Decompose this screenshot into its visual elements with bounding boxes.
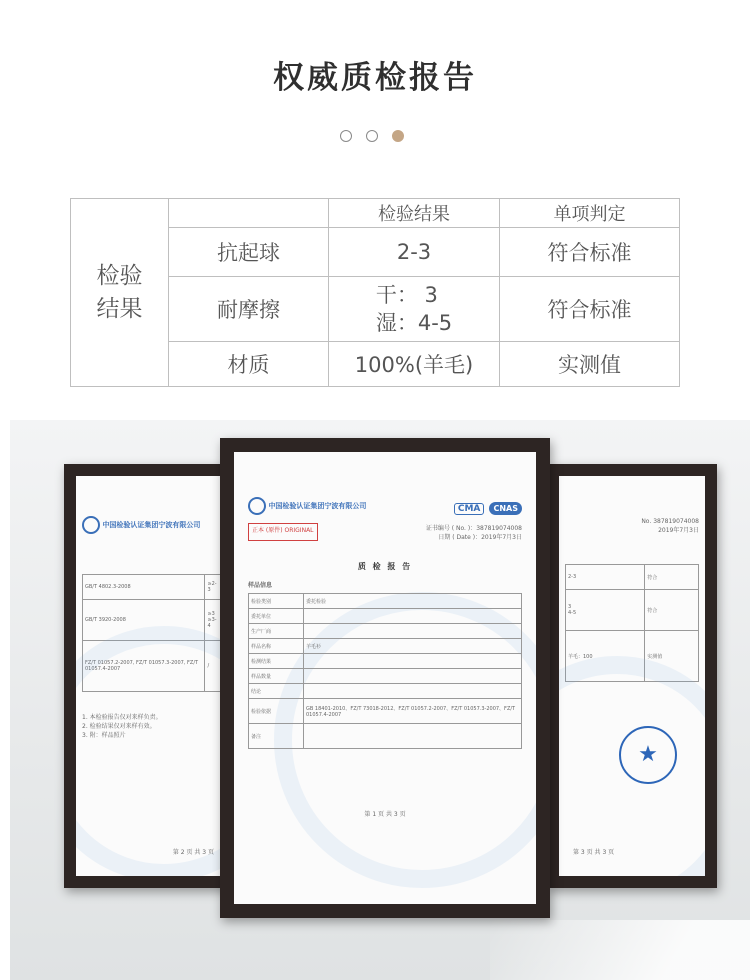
left-page-no: 第 2 页 共 3 页 <box>172 849 214 856</box>
report-title: 质 检 报 告 <box>357 562 413 571</box>
report-field: 结论 <box>249 684 304 699</box>
cic-logo-icon <box>248 497 266 515</box>
center-certificate <box>234 452 536 904</box>
original-stamp: 正本 (原件) ORIGINAL <box>248 523 318 541</box>
left-mini-table: GB/T 4802.3-2008 ≥2-3 GB/T 3920-2008 ≥3 ≥3-4 FZ/T 01057.2-2007, FZ/T 01057.3-2007, FZ/T 01057.4-2007 / <box>82 574 222 692</box>
center-certificate-frame <box>220 438 550 918</box>
item-cell: 抗起球 <box>169 228 329 277</box>
left-std: FZ/T 01057.2-2007, FZ/T 01057.3-2007, FZ/T 01057.4-2007 <box>83 641 205 692</box>
right-page-no: 第 3 页 共 3 页 <box>573 849 615 856</box>
item-cell: 耐摩擦 <box>169 277 329 342</box>
report-date: 2019年7月3日 <box>481 534 522 541</box>
right-certificate-frame <box>547 464 717 888</box>
report-no: 387819074008 <box>476 525 522 532</box>
right-mini-table: 2-3 符合 3 4-5 符合 羊毛：100 实测值 <box>565 564 699 682</box>
left-std: GB/T 3920-2008 <box>83 600 205 641</box>
right-report-no: 387819074008 <box>653 518 699 525</box>
center-org-name: 中国检验认证集团宁波有限公司 <box>268 501 367 510</box>
report-field: 检验类别 <box>249 594 304 609</box>
cic-logo-icon <box>82 516 100 534</box>
report-field: 样品名称 <box>249 639 304 654</box>
report-field: 生产厂商 <box>249 624 304 639</box>
result-cell <box>329 277 500 342</box>
left-org-name: 中国检验认证集团宁波有限公司 <box>102 521 201 529</box>
judgement-cell: 符合标准 <box>500 277 680 342</box>
row-header-line: 结果 <box>96 295 143 322</box>
item-cell: 材质 <box>169 342 329 387</box>
column-header: 检验结果 <box>329 199 500 228</box>
result-cell: 2-3 <box>329 228 500 277</box>
column-header: 单项判定 <box>500 199 680 228</box>
left-certificate-frame <box>64 464 240 888</box>
right-certificate: No. 387819074008 2019年7月3日 2-3 符合 3 4-5 符合 羊毛：100 实测值 ★ 第 3 页 共 3 页 <box>559 476 705 876</box>
right-date: 2019年7月3日 <box>658 527 699 534</box>
certificates-photo <box>10 420 750 980</box>
report-field: 委托单位 <box>249 609 304 624</box>
pager-dot[interactable] <box>340 130 352 142</box>
row-header-line: 检验 <box>96 262 143 289</box>
table-header-row <box>71 199 680 228</box>
center-mini-table: 检验类别 委托检验 委托单位 生产厂商 样品名称 羊毛衫 检测结果 样品数量 结论 检验依据 GB 18401-2010、FZ/T 73018-2012、FZ/T 01057.2-2007、FZ/T 01057.3-2007、FZ/T 01057.4-2007 备注 <box>248 593 522 749</box>
official-seal-icon: ★ <box>619 726 677 784</box>
report-field: 备注 <box>249 724 304 749</box>
report-field: 检验依据 <box>249 699 304 724</box>
row-header-cell <box>71 199 169 387</box>
inspection-results-table <box>70 198 680 387</box>
date-label: 日期 ( Date )： <box>438 534 482 541</box>
cnas-logo-icon: CNAS <box>489 502 522 515</box>
result-cell: 100%(羊毛) <box>329 342 500 387</box>
page-title: 权威质检报告 <box>273 60 477 96</box>
report-field: 检测结果 <box>249 654 304 669</box>
judgement-cell: 符合标准 <box>500 228 680 277</box>
pager-dot-active[interactable] <box>392 130 404 142</box>
wet-result: 湿：4-5 <box>375 311 453 335</box>
report-section: 样品信息 <box>248 582 273 589</box>
pager-dot[interactable] <box>366 130 378 142</box>
report-field: 样品数量 <box>249 669 304 684</box>
report-no-label: 证书编号 ( No. )： <box>425 525 477 532</box>
column-header <box>169 199 329 228</box>
judgement-cell: 实测值 <box>500 342 680 387</box>
center-page-no: 第 1 页 共 3 页 <box>364 811 406 818</box>
pager-dots <box>340 130 404 142</box>
cma-logo-icon: CMA <box>454 503 485 515</box>
dry-result: 干： 3 <box>375 283 438 307</box>
report-standards: GB 18401-2010、FZ/T 73018-2012、FZ/T 01057.2-2007、FZ/T 01057.3-2007、FZ/T 01057.4-2007 <box>304 699 522 724</box>
left-certificate: 中国检验认证集团宁波有限公司 GB/T 4802.3-2008 ≥2-3 GB/T 3920-2008 ≥3 ≥3-4 FZ/T 01057.2-2007, FZ/T 01057.3-2007, FZ/T 01057.4-2007 / 1. 本检验报告仅对来样负责。 2. 检验结果仅对来样有效。 3. 附：样品照片 第 2 页 共 3 页 <box>76 476 228 876</box>
left-std: GB/T 4802.3-2008 <box>83 575 205 600</box>
